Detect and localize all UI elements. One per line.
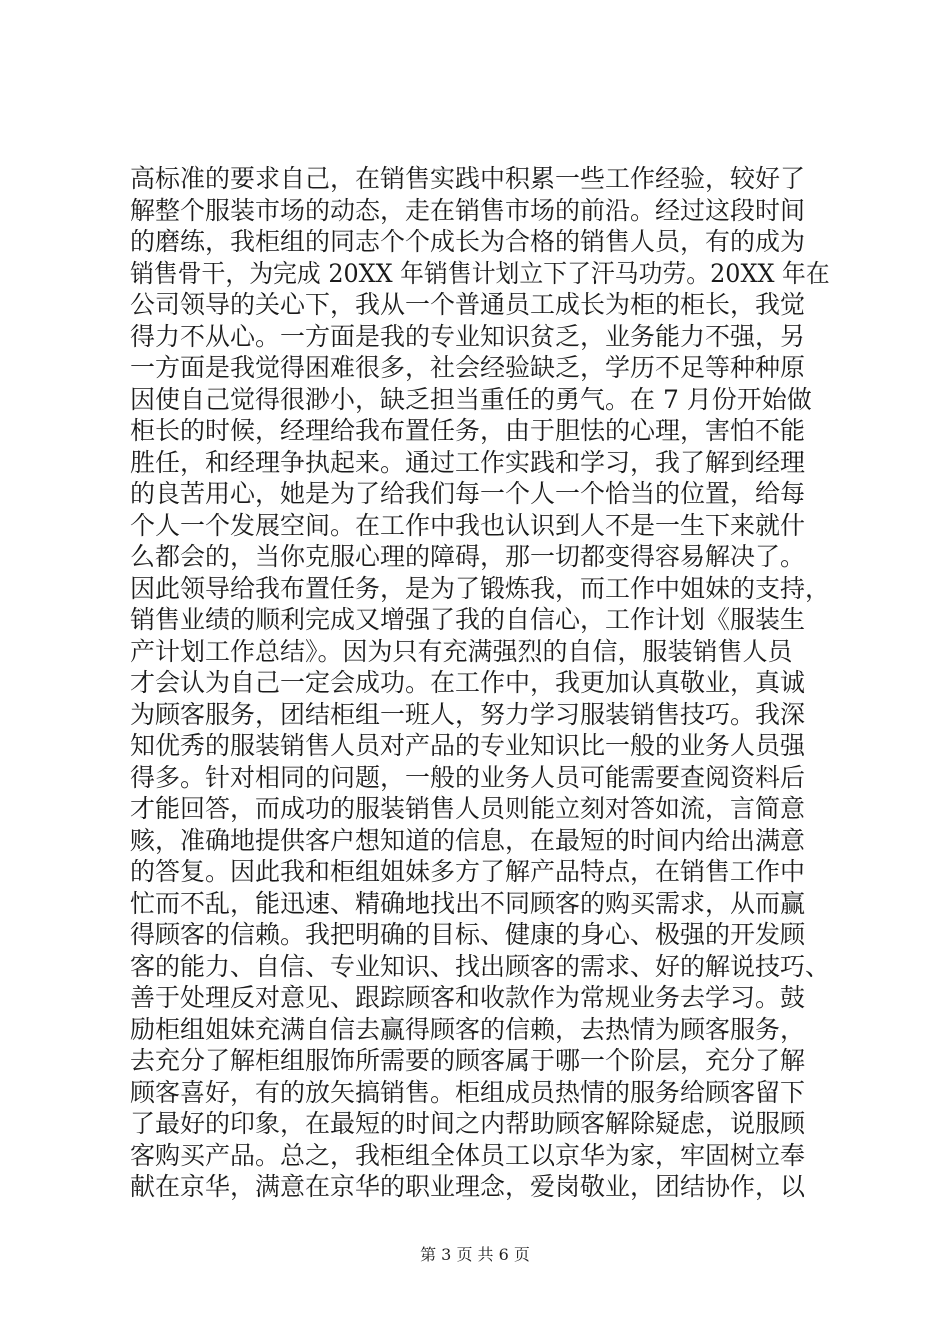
text-line: 因此领导给我布置任务，是为了锻炼我，而工作中姐妹的支持， <box>130 573 830 603</box>
text-line: 么都会的，当你克服心理的障碍，那一切都变得容易解决了。 <box>130 542 806 571</box>
text-line: 赅，准确地提供客户想知道的信息，在最短的时间内给出满意 <box>130 825 806 855</box>
text-line: 顾客喜好，有的放矢搞销售。柜组成员热情的服务给顾客留下 <box>130 1077 806 1107</box>
text-line: 的答复。因此我和柜组姐妹多方了解产品特点，在销售工作中 <box>130 857 806 886</box>
text-line: 公司领导的关心下，我从一个普通员工成长为柜的柜长，我觉 <box>130 290 806 319</box>
text-line: 才会认为自己一定会成功。在工作中，我更加认真敬业，真诚 <box>130 668 806 697</box>
text-line: 客购买产品。总之，我柜组全体员工以京华为家，牢固树立奉 <box>130 1140 806 1170</box>
text-line: 销售骨干，为完成 20XX 年销售计划立下了汗马功劳。20XX 年在 <box>130 258 830 288</box>
text-line: 解整个服装市场的动态，走在销售市场的前沿。经过这段时间 <box>130 195 806 225</box>
text-line: 销售业绩的顺利完成又增强了我的自信心，工作计划《服装生 <box>130 605 806 634</box>
text-line: 忙而不乱，能迅速、精确地找出不同顾客的购买需求，从而赢 <box>130 888 806 918</box>
text-line: 励柜组姐妹充满自信去赢得顾客的信赖，去热情为顾客服务， <box>130 1014 806 1044</box>
text-line: 高标准的要求自己，在销售实践中积累一些工作经验，较好了 <box>130 164 806 193</box>
text-line: 得力不从心。一方面是我的专业知识贫乏，业务能力不强，另 <box>130 321 806 351</box>
text-line: 胜任，和经理争执起来。通过工作实践和学习，我了解到经理 <box>130 447 806 477</box>
text-line: 柜长的时候，经理给我布置任务，由于胆怯的心理，害怕不能 <box>130 416 806 445</box>
text-line: 客的能力、自信、专业知识、找出顾客的需求、好的解说技巧、 <box>130 951 830 981</box>
body-text <box>130 163 830 1203</box>
text-line: 得顾客的信赖。我把明确的目标、健康的身心、极强的开发顾 <box>130 920 806 949</box>
text-line: 的良苦用心，她是为了给我们每一个人一个恰当的位置，给每 <box>130 479 806 508</box>
text-line: 知优秀的服装销售人员对产品的专业知识比一般的业务人员强 <box>130 731 806 760</box>
text-line: 个人一个发展空间。在工作中我也认识到人不是一生下来就什 <box>130 510 806 540</box>
text-line: 了最好的印象，在最短的时间之内帮助顾客解除疑虑，说服顾 <box>130 1109 806 1138</box>
text-line: 为顾客服务，团结柜组一班人，努力学习服装销售技巧。我深 <box>130 699 806 729</box>
text-line: 才能回答，而成功的服装销售人员则能立刻对答如流，言简意 <box>130 794 806 823</box>
text-line: 的磨练，我柜组的同志个个成长为合格的销售人员，有的成为 <box>130 227 806 256</box>
text-line: 一方面是我觉得困难很多，社会经验缺乏，学历不足等种种原 <box>130 353 806 382</box>
text-line: 去充分了解柜组服饰所需要的顾客属于哪一个阶层，充分了解 <box>130 1046 806 1075</box>
text-line: 产计划工作总结》。因为只有充满强烈的自信，服装销售人员 <box>130 636 793 666</box>
text-line: 献在京华，满意在京华的职业理念，爱岗敬业，团结协作，以 <box>130 1172 806 1201</box>
text-line: 善于处理反对意见、跟踪顾客和收款作为常规业务去学习。鼓 <box>130 983 806 1012</box>
text-line: 得多。针对相同的问题，一般的业务人员可能需要查阅资料后 <box>130 762 806 792</box>
page-number-footer: 第 3 页 共 6 页 <box>420 1245 530 1264</box>
text-line: 因使自己觉得很渺小，缺乏担当重任的勇气。在 7 月份开始做 <box>130 384 812 414</box>
